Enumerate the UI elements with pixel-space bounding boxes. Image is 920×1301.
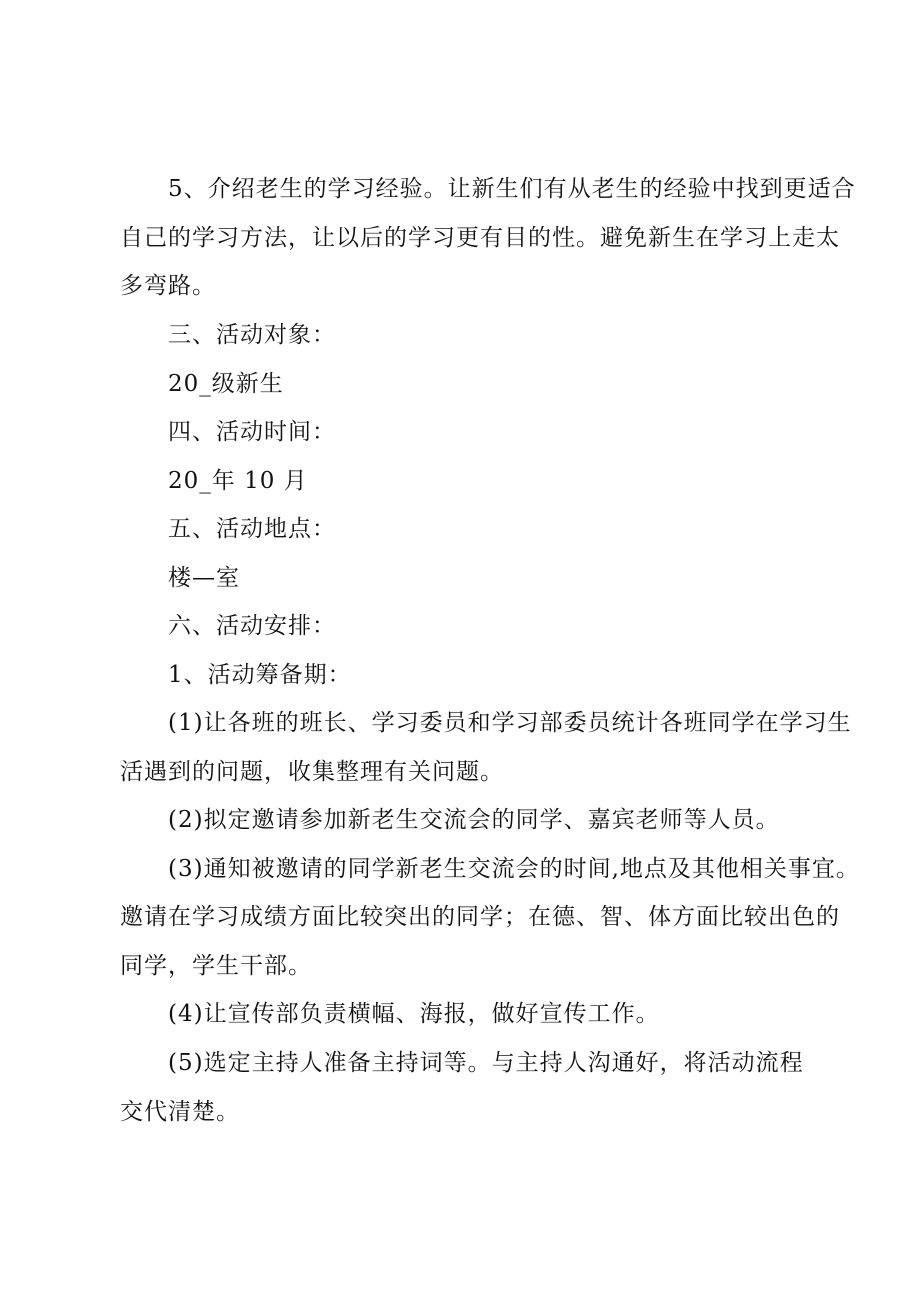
paragraph-line: 同学，学生干部。 [120, 953, 312, 979]
section-heading: 五、活动地点： [168, 516, 336, 542]
paragraph-line: 自己的学习方法，让以后的学习更有目的性。避免新生在学习上走太 [120, 225, 840, 251]
paragraph-line: 楼—室 [168, 565, 240, 591]
paragraph-line: 交代清楚。 [120, 1099, 240, 1125]
paragraph-line: 活遇到的问题，收集整理有关问题。 [120, 759, 504, 785]
section-heading: 三、活动对象： [168, 322, 336, 348]
paragraph-line: (1)让各班的班长、学习委员和学习部委员统计各班同学在学习生 [168, 710, 852, 736]
paragraph-line: 邀请在学习成绩方面比较突出的同学；在德、智、体方面比较出色的 [120, 904, 840, 930]
paragraph-line: (5)选定主持人准备主持词等。与主持人沟通好，将活动流程 [168, 1050, 804, 1076]
subsection-heading: 1、活动筹备期： [168, 662, 352, 688]
paragraph-line: 20_级新生 [168, 371, 284, 397]
paragraph-line: (2)拟定邀请参加新老生交流会的同学、嘉宾老师等人员。 [168, 807, 780, 833]
paragraph-line: (3)通知被邀请的同学新老生交流会的时间,地点及其他相关事宜。 [168, 856, 860, 882]
section-heading: 四、活动时间： [168, 419, 336, 445]
paragraph-line: 多弯路。 [120, 273, 216, 299]
paragraph-line: (4)让宣传部负责横幅、海报，做好宣传工作。 [168, 1001, 660, 1027]
paragraph-line: 5、介绍老生的学习经验。让新生们有从老生的经验中找到更适合 [168, 176, 856, 202]
paragraph-line: 20_年 10 月 [168, 468, 308, 494]
section-heading: 六、活动安排： [168, 613, 336, 639]
